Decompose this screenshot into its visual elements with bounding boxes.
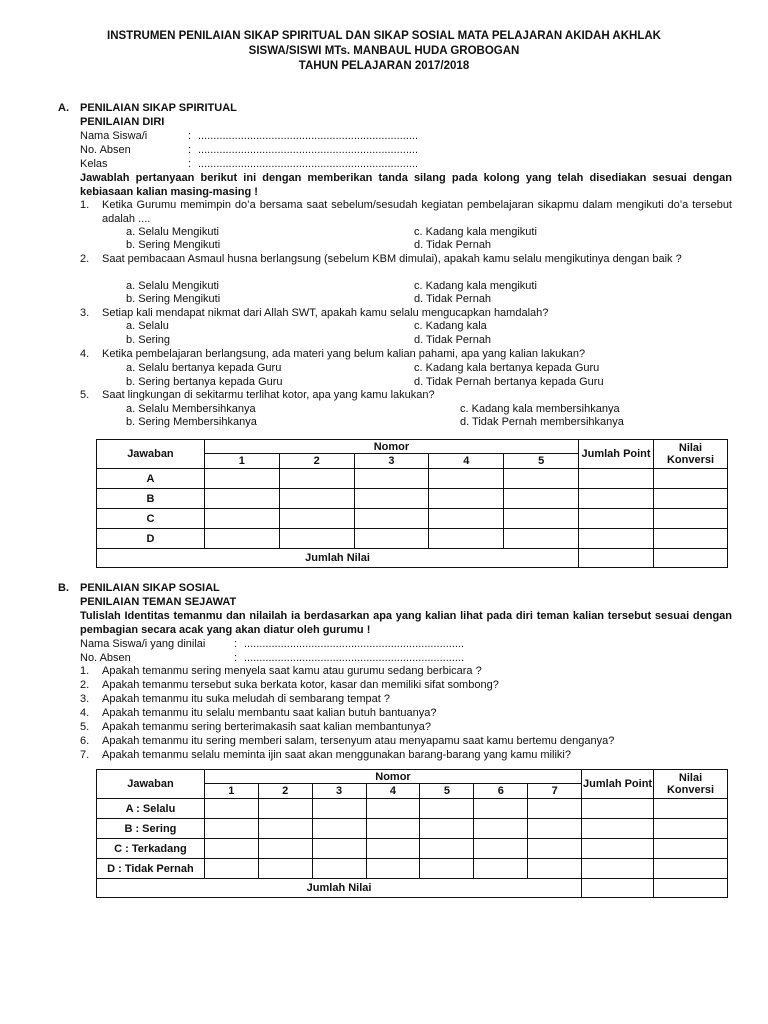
jumlah-point-cell[interactable] bbox=[582, 819, 654, 839]
question-text: Apakah temanmu selalu meminta ijin saat akan menggunakan barang-barang yang kamu miliki? bbox=[102, 749, 571, 761]
row-label: A bbox=[97, 469, 205, 489]
question-number: 1. bbox=[80, 199, 90, 211]
answer-cell[interactable] bbox=[474, 799, 528, 819]
header-nomor: Nomor bbox=[204, 770, 581, 784]
option-c[interactable]: c. Kadang kala bbox=[414, 320, 487, 332]
answer-cell[interactable] bbox=[429, 489, 504, 509]
question-text: Setiap kali mendapat nikmat dari Allah SWT, apakah kamu selalu mengucapkan hamdalah? bbox=[102, 307, 549, 319]
section-a-instruction: Jawablah pertanyaan berikut ini dengan memberikan tanda silang pada kolong yang telah disediakan sesuai dengan kebiasaan kalian masing-masing ! bbox=[80, 172, 732, 198]
total-nilai-cell[interactable] bbox=[654, 549, 728, 568]
header-number: 2 bbox=[258, 784, 312, 799]
question-number: 5. bbox=[80, 721, 90, 733]
question-text: Apakah temanmu itu selalu membantu saat kalian butuh bantuanya? bbox=[102, 707, 437, 719]
field-label-absen: No. Absen bbox=[80, 652, 131, 664]
answer-cell[interactable] bbox=[258, 839, 312, 859]
header-number: 2 bbox=[279, 454, 354, 469]
answer-cell[interactable] bbox=[528, 859, 582, 879]
answer-cell[interactable] bbox=[354, 489, 429, 509]
header-jumlah-point: Jumlah Point bbox=[582, 770, 654, 799]
total-jumlah-cell[interactable] bbox=[579, 549, 654, 568]
answer-cell[interactable] bbox=[312, 799, 366, 819]
answer-cell[interactable] bbox=[420, 799, 474, 819]
header-number: 1 bbox=[204, 784, 258, 799]
section-a-letter: A. bbox=[58, 102, 69, 114]
option-b[interactable]: b. Sering Mengikuti bbox=[126, 293, 221, 305]
option-d[interactable]: d. Tidak Pernah bbox=[414, 334, 492, 346]
option-c[interactable]: c. Kadang kala bertanya kepada Guru bbox=[414, 362, 600, 374]
field-dots-kelas[interactable]: ........................................................................ bbox=[198, 158, 419, 170]
option-a[interactable]: a. Selalu Membersihkanya bbox=[126, 403, 256, 415]
nilai-konversi-cell[interactable] bbox=[654, 529, 728, 549]
header-jumlah-point: Jumlah Point bbox=[579, 440, 654, 469]
question-text: Apakah temanmu itu suka meludah di sembarang tempat ? bbox=[102, 693, 390, 705]
answer-cell[interactable] bbox=[312, 839, 366, 859]
answer-cell[interactable] bbox=[429, 509, 504, 529]
answer-cell[interactable] bbox=[474, 839, 528, 859]
header-jawaban: Jawaban bbox=[97, 440, 205, 469]
nilai-konversi-cell[interactable] bbox=[654, 509, 728, 529]
option-d[interactable]: d. Tidak Pernah bbox=[414, 239, 492, 251]
header-nomor: Nomor bbox=[204, 440, 578, 454]
field-colon: : bbox=[234, 638, 238, 650]
table-row bbox=[97, 819, 728, 839]
question-text: Ketika pembelajaran berlangsung, ada materi yang belum kalian pahami, apa yang kalian lakukan? bbox=[102, 348, 586, 360]
jumlah-point-cell[interactable] bbox=[579, 509, 654, 529]
field-colon: : bbox=[188, 144, 192, 156]
header-number: 4 bbox=[366, 784, 420, 799]
answer-cell[interactable] bbox=[312, 859, 366, 879]
section-b-letter: B. bbox=[58, 582, 69, 594]
total-jumlah-cell[interactable] bbox=[582, 879, 654, 898]
answer-cell[interactable] bbox=[420, 859, 474, 879]
row-label: B bbox=[97, 489, 205, 509]
answer-cell[interactable] bbox=[258, 799, 312, 819]
question-number: 3. bbox=[80, 307, 90, 319]
question-number: 5. bbox=[80, 389, 90, 401]
field-colon: : bbox=[188, 130, 192, 142]
answer-cell[interactable] bbox=[504, 489, 579, 509]
answer-cell[interactable] bbox=[204, 529, 279, 549]
answer-cell[interactable] bbox=[366, 819, 420, 839]
answer-cell[interactable] bbox=[420, 819, 474, 839]
table-total-row bbox=[97, 879, 728, 898]
option-c[interactable]: c. Kadang kala membersihkanya bbox=[460, 403, 620, 415]
option-a[interactable]: a. Selalu bbox=[126, 320, 169, 332]
table-spiritual bbox=[96, 439, 728, 568]
option-b[interactable]: b. Sering Mengikuti bbox=[126, 239, 221, 251]
header-number: 3 bbox=[312, 784, 366, 799]
question-text: Saat pembacaan Asmaul husna berlangsung (sebelum KBM dimulai), apakah kamu selalu mengikutinya dengan baik ? bbox=[102, 253, 682, 265]
question-number: 2. bbox=[80, 253, 90, 265]
total-label: Jumlah Nilai bbox=[97, 549, 579, 568]
nilai-konversi-cell[interactable] bbox=[654, 469, 728, 489]
option-a[interactable]: a. Selalu bertanya kepada Guru bbox=[126, 362, 282, 374]
answer-cell[interactable] bbox=[279, 469, 354, 489]
jumlah-point-cell[interactable] bbox=[582, 859, 654, 879]
nilai-konversi-cell[interactable] bbox=[654, 859, 728, 879]
row-label: A : Selalu bbox=[97, 799, 205, 819]
field-dots-absen[interactable]: ........................................................................ bbox=[198, 144, 419, 156]
answer-cell[interactable] bbox=[420, 839, 474, 859]
table-row bbox=[97, 489, 728, 509]
option-d[interactable]: d. Tidak Pernah membersihkanya bbox=[460, 416, 624, 428]
answer-cell[interactable] bbox=[366, 859, 420, 879]
table-row bbox=[97, 529, 728, 549]
table-row bbox=[97, 469, 728, 489]
header-nilai-konversi: Nilai Konversi bbox=[654, 440, 728, 469]
header-number: 5 bbox=[420, 784, 474, 799]
answer-cell[interactable] bbox=[354, 509, 429, 529]
option-c[interactable]: c. Kadang kala mengikuti bbox=[414, 226, 537, 238]
answer-cell[interactable] bbox=[504, 469, 579, 489]
answer-cell[interactable] bbox=[504, 529, 579, 549]
jumlah-point-cell[interactable] bbox=[579, 489, 654, 509]
question-number: 4. bbox=[80, 348, 90, 360]
total-nilai-cell[interactable] bbox=[654, 879, 728, 898]
nilai-konversi-cell[interactable] bbox=[654, 489, 728, 509]
question-text: Apakah temanmu tersebut suka berkata kotor, kasar dan memiliki sifat sombong? bbox=[102, 679, 499, 691]
section-b-title: PENILAIAN SIKAP SOSIAL bbox=[80, 582, 220, 594]
answer-cell[interactable] bbox=[279, 489, 354, 509]
answer-cell[interactable] bbox=[204, 469, 279, 489]
section-b-subtitle: PENILAIAN TEMAN SEJAWAT bbox=[80, 596, 237, 608]
header-number: 5 bbox=[504, 454, 579, 469]
doc-title-line2: SISWA/SISWI MTs. MANBAUL HUDA GROBOGAN bbox=[248, 45, 520, 57]
answer-cell[interactable] bbox=[474, 819, 528, 839]
table-row bbox=[97, 799, 728, 819]
table-row bbox=[97, 509, 728, 529]
section-a-subtitle: PENILAIAN DIRI bbox=[80, 116, 165, 128]
header-jawaban: Jawaban bbox=[97, 770, 205, 799]
header-number: 3 bbox=[354, 454, 429, 469]
answer-cell[interactable] bbox=[366, 799, 420, 819]
question-text: Apakah temanmu itu sering memberi salam, tersenyum atau menyapamu saat kamu bertemu denganya? bbox=[102, 735, 615, 747]
answer-cell[interactable] bbox=[204, 489, 279, 509]
answer-cell[interactable] bbox=[528, 819, 582, 839]
table-row bbox=[97, 839, 728, 859]
answer-cell[interactable] bbox=[312, 819, 366, 839]
answer-cell[interactable] bbox=[504, 509, 579, 529]
row-label: C : Terkadang bbox=[97, 839, 205, 859]
option-d[interactable]: d. Tidak Pernah bertanya kepada Guru bbox=[414, 376, 604, 388]
option-b[interactable]: b. Sering bbox=[126, 334, 171, 346]
question-number: 2. bbox=[80, 679, 90, 691]
answer-cell[interactable] bbox=[204, 509, 279, 529]
header-number: 4 bbox=[429, 454, 504, 469]
answer-cell[interactable] bbox=[528, 799, 582, 819]
answer-cell[interactable] bbox=[429, 469, 504, 489]
field-dots-absen[interactable]: ........................................................................ bbox=[244, 652, 465, 664]
field-colon: : bbox=[234, 652, 238, 664]
field-dots-nama-dinilai[interactable]: ........................................................................ bbox=[244, 638, 465, 650]
option-b[interactable]: b. Sering bertanya kepada Guru bbox=[126, 376, 283, 388]
header-number: 7 bbox=[528, 784, 582, 799]
table-row bbox=[97, 859, 728, 879]
option-a[interactable]: a. Selalu Mengikuti bbox=[126, 226, 219, 238]
row-label: D bbox=[97, 529, 205, 549]
header-number: 1 bbox=[204, 454, 279, 469]
option-c[interactable]: c. Kadang kala mengikuti bbox=[414, 280, 537, 292]
row-label: B : Sering bbox=[97, 819, 205, 839]
option-d[interactable]: d. Tidak Pernah bbox=[414, 293, 492, 305]
answer-cell[interactable] bbox=[528, 839, 582, 859]
answer-cell[interactable] bbox=[204, 799, 258, 819]
field-dots-nama[interactable]: ........................................................................ bbox=[198, 130, 419, 142]
answer-cell[interactable] bbox=[429, 529, 504, 549]
nilai-konversi-cell[interactable] bbox=[654, 819, 728, 839]
section-a-title: PENILAIAN SIKAP SPIRITUAL bbox=[80, 102, 237, 114]
table-sosial bbox=[96, 769, 728, 898]
answer-cell[interactable] bbox=[204, 819, 258, 839]
question-text: Apakah temanmu sering menyela saat kamu atau gurumu sedang berbicara ? bbox=[102, 665, 482, 677]
header-number: 6 bbox=[474, 784, 528, 799]
answer-cell[interactable] bbox=[204, 859, 258, 879]
answer-cell[interactable] bbox=[366, 839, 420, 859]
question-number: 3. bbox=[80, 693, 90, 705]
answer-cell[interactable] bbox=[474, 859, 528, 879]
option-a[interactable]: a. Selalu Mengikuti bbox=[126, 280, 219, 292]
answer-cell[interactable] bbox=[279, 509, 354, 529]
nilai-konversi-cell[interactable] bbox=[654, 799, 728, 819]
answer-cell[interactable] bbox=[204, 839, 258, 859]
field-colon: : bbox=[188, 158, 192, 170]
field-label-kelas: Kelas bbox=[80, 158, 108, 170]
table-total-row bbox=[97, 549, 728, 568]
header-nilai-konversi: Nilai Konversi bbox=[654, 770, 728, 799]
question-number: 7. bbox=[80, 749, 90, 761]
question-number: 1. bbox=[80, 665, 90, 677]
question-number: 6. bbox=[80, 735, 90, 747]
question-text: Saat lingkungan di sekitarmu terlihat kotor, apa yang kamu lakukan? bbox=[102, 389, 435, 401]
doc-title-line1: INSTRUMEN PENILAIAN SIKAP SPIRITUAL DAN SIKAP SOSIAL MATA PELAJARAN AKIDAH AKHLAK bbox=[107, 30, 661, 42]
question-text: Apakah temanmu sering berterimakasih saat kalian membantunya? bbox=[102, 721, 431, 733]
nilai-konversi-cell[interactable] bbox=[654, 839, 728, 859]
field-label-nama-dinilai: Nama Siswa/i yang dinilai bbox=[80, 638, 206, 650]
jumlah-point-cell[interactable] bbox=[579, 529, 654, 549]
answer-cell[interactable] bbox=[279, 529, 354, 549]
option-b[interactable]: b. Sering Membersihkanya bbox=[126, 416, 257, 428]
row-label: C bbox=[97, 509, 205, 529]
row-label: D : Tidak Pernah bbox=[97, 859, 205, 879]
answer-cell[interactable] bbox=[354, 529, 429, 549]
section-b-instruction: Tulislah Identitas temanmu dan nilailah ia berdasarkan apa yang kalian lihat pada diri teman kalian tersebut sesuai dengan pembagian secara acak yang akan diatur oleh gurumu ! bbox=[80, 610, 732, 636]
jumlah-point-cell[interactable] bbox=[582, 839, 654, 859]
jumlah-point-cell[interactable] bbox=[579, 469, 654, 489]
question-text: Ketika Gurumu memimpin do’a bersama saat sebelum/sesudah kegiatan pembelajaran sikapmu dalam mengikuti do’a tersebut adalah .... bbox=[102, 199, 732, 225]
answer-cell[interactable] bbox=[354, 469, 429, 489]
field-label-absen: No. Absen bbox=[80, 144, 131, 156]
answer-cell[interactable] bbox=[258, 819, 312, 839]
question-number: 4. bbox=[80, 707, 90, 719]
doc-title-line3: TAHUN PELAJARAN 2017/2018 bbox=[298, 60, 470, 72]
answer-cell[interactable] bbox=[258, 859, 312, 879]
total-label: Jumlah Nilai bbox=[97, 879, 582, 898]
field-label-nama: Nama Siswa/i bbox=[80, 130, 148, 142]
jumlah-point-cell[interactable] bbox=[582, 799, 654, 819]
